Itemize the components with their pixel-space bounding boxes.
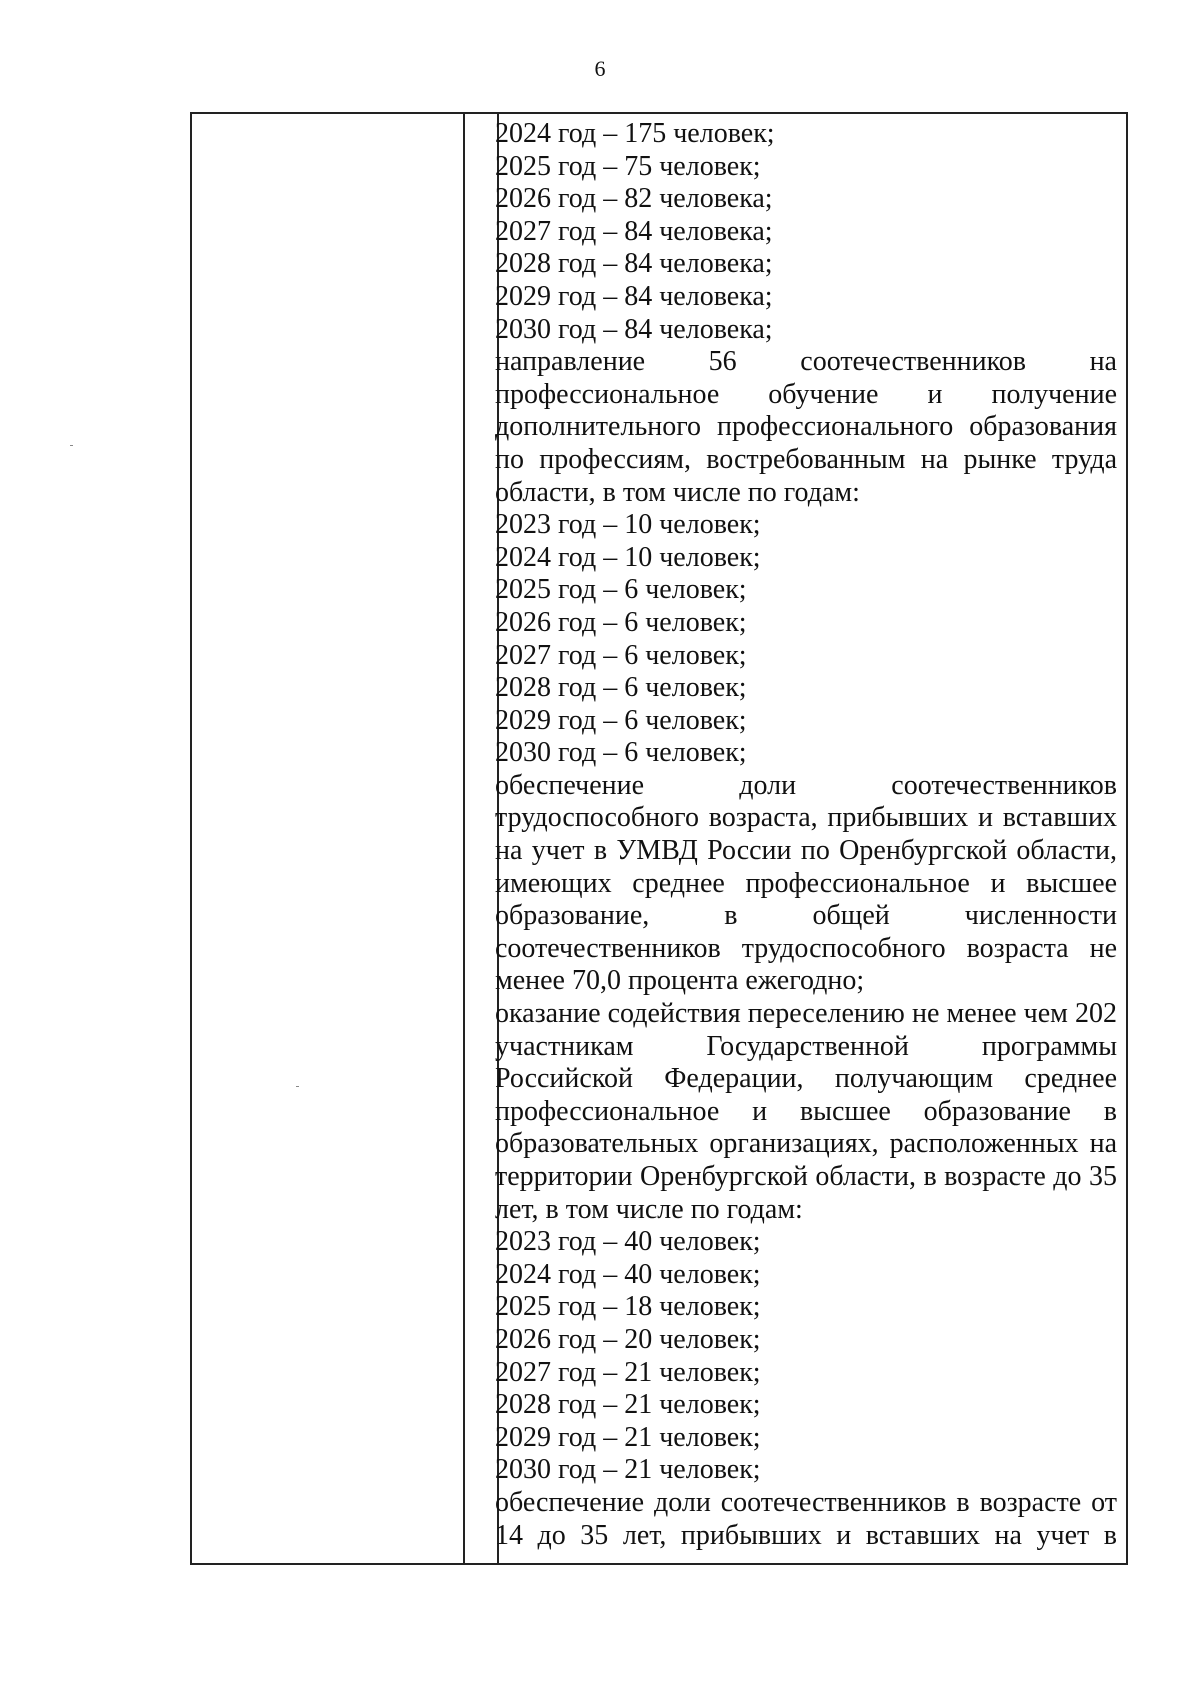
list-item: 2025 год – 75 человек; <box>495 150 761 182</box>
document-table <box>190 112 1128 1565</box>
list-item: 2030 год – 6 человек; <box>495 737 747 769</box>
paragraph-youth: обеспечение доли соотечественников в возрасте от 14 до 35 лет, прибывших и вставших на учет в <box>495 1486 1117 1551</box>
list-item: 2026 год – 20 человек; <box>495 1323 761 1355</box>
column-divider <box>463 114 465 1563</box>
list-item: 2029 год – 6 человек; <box>495 704 747 736</box>
paragraph-training: направление 56 соотечественников на профессиональное обучение и получение дополнительного профессионального образования по профессиям, востребованным на рынке труда области, в том числе по годам: <box>495 346 1117 508</box>
list-item: 2029 год – 84 человека; <box>495 280 773 312</box>
list-item: 2024 год – 40 человек; <box>495 1258 761 1290</box>
list-item: 2026 год – 6 человек; <box>495 606 747 638</box>
list-item: 2023 год – 40 человек; <box>495 1226 761 1258</box>
list-item: 2029 год – 21 человек; <box>495 1421 761 1453</box>
list-item: 2025 год – 6 человек; <box>495 574 747 606</box>
list-item: 2028 год – 6 человек; <box>495 672 747 704</box>
list-item: 2025 год – 18 человек; <box>495 1291 761 1323</box>
list-item: 2030 год – 84 человека; <box>495 313 773 345</box>
table-cell-content <box>495 118 1117 1552</box>
list-item: 2027 год – 21 человек; <box>495 1356 761 1388</box>
list-item: 2026 год – 82 человека; <box>495 183 773 215</box>
list-item: 2028 год – 21 человек; <box>495 1389 761 1421</box>
scan-artifact <box>296 1086 299 1087</box>
list-item: 2024 год – 10 человек; <box>495 541 761 573</box>
list-item: 2023 год – 10 человек; <box>495 509 761 541</box>
list-item: 2028 год – 84 человека; <box>495 248 773 280</box>
paragraph-assistance: оказание содействия переселению не менее чем 202 участникам Государственной программы Российской Федерации, получающим среднее профессиональное и высшее образование в образовательных организациях, расположенных на территории Оренбургской области, в возрасте до 35 лет, в том числе по годам: <box>495 998 1117 1225</box>
list-item: 2030 год – 21 человек; <box>495 1454 761 1486</box>
scan-artifact <box>70 445 73 446</box>
list-item: 2024 год – 175 человек; <box>495 118 775 149</box>
page-number: 6 <box>594 56 606 81</box>
list-item: 2027 год – 84 человека; <box>495 215 773 247</box>
paragraph-share: обеспечение доли соотечественников трудоспособного возраста, прибывших и вставших на учет в УМВД России по Оренбургской области, имеющих среднее профессиональное и высшее образование, в общей численности соотечественников трудоспособного возраста не менее 70,0 процента ежегодно; <box>495 769 1117 997</box>
list-item: 2027 год – 6 человек; <box>495 639 747 671</box>
